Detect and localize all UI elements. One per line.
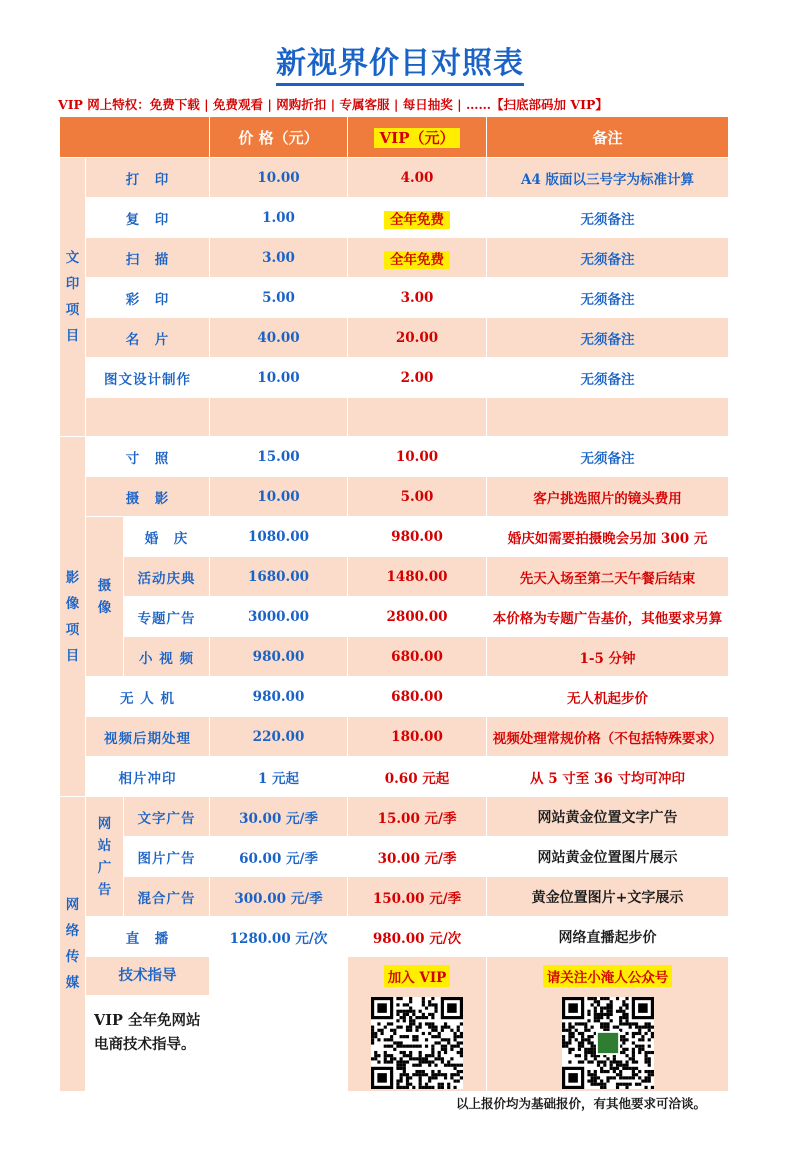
item-price: 1080.00 (210, 517, 348, 557)
item-name: 无 人 机 (86, 677, 210, 717)
table-row (60, 717, 729, 757)
header-note: 备注 (487, 117, 729, 158)
header-price: 价 格（元） (210, 117, 348, 158)
item-vip: 20.00 (348, 318, 487, 358)
tech-guide (86, 957, 210, 1092)
item-vip: 全年免费 (348, 198, 487, 238)
item-note: 网站黄金位置图片展示 (487, 837, 729, 877)
item-price: 10.00 (210, 158, 348, 198)
subcategory-shooting: 摄像 (86, 517, 124, 677)
follow-cell (487, 957, 729, 1092)
qr-code-icon[interactable] (562, 997, 654, 1089)
item-price: 10.00 (210, 477, 348, 517)
item-price: 220.00 (210, 717, 348, 757)
item-name: 婚 庆 (124, 517, 210, 557)
table-row (60, 797, 729, 837)
table-row (60, 837, 729, 877)
item-vip: 15.00 元/季 (348, 797, 487, 837)
table-row (60, 158, 729, 198)
item-name: 小 视 频 (124, 637, 210, 677)
table-row (60, 917, 729, 957)
table-row (60, 597, 729, 637)
item-name: 文字广告 (124, 797, 210, 837)
item-note: 网站黄金位置文字广告 (487, 797, 729, 837)
table-row-empty (60, 398, 729, 437)
item-price: 15.00 (210, 437, 348, 477)
item-note: 1-5 分钟 (487, 637, 729, 677)
item-price: 1680.00 (210, 557, 348, 597)
item-vip: 150.00 元/季 (348, 877, 487, 917)
join-vip-cell (348, 957, 487, 1092)
item-note: 先天入场至第二天午餐后结束 (487, 557, 729, 597)
item-note: 无须备注 (487, 238, 729, 278)
table-row (60, 637, 729, 677)
category-media: 网络传媒 (60, 797, 86, 1092)
table-row (60, 318, 729, 358)
item-name: 活动庆典 (124, 557, 210, 597)
item-price: 300.00 元/季 (210, 877, 348, 917)
item-name: 直 播 (86, 917, 210, 957)
join-vip-label: 加入 VIP (384, 965, 451, 987)
table-row (60, 517, 729, 557)
item-note: 客户挑选照片的镜头费用 (487, 477, 729, 517)
subcategory-website: 网站广告 (86, 797, 124, 917)
header-vip: VIP（元） (348, 117, 487, 158)
item-name: 寸 照 (86, 437, 210, 477)
table-row (60, 557, 729, 597)
item-name: 摄 影 (86, 477, 210, 517)
item-price: 3000.00 (210, 597, 348, 637)
item-vip: 全年免费 (348, 238, 487, 278)
table-row (60, 278, 729, 318)
item-name: 专题广告 (124, 597, 210, 637)
item-name: 名 片 (86, 318, 210, 358)
item-vip: 5.00 (348, 477, 487, 517)
table-row (60, 757, 729, 797)
item-name: 图片广告 (124, 837, 210, 877)
tech-guide-title: 技术指导 (86, 957, 209, 995)
item-price: 1280.00 元/次 (210, 917, 348, 957)
item-price: 980.00 (210, 677, 348, 717)
item-vip: 0.60 元起 (348, 757, 487, 797)
item-note: A4 版面以三号字为标准计算 (487, 158, 729, 198)
table-row (60, 198, 729, 238)
item-vip: 3.00 (348, 278, 487, 318)
item-vip: 680.00 (348, 677, 487, 717)
item-price: 1.00 (210, 198, 348, 238)
item-name: 视频后期处理 (86, 717, 210, 757)
item-name: 扫 描 (86, 238, 210, 278)
item-note: 无须备注 (487, 278, 729, 318)
item-note: 从 5 寸至 36 寸均可冲印 (487, 757, 729, 797)
item-note: 无须备注 (487, 318, 729, 358)
item-note: 视频处理常规价格（不包括特殊要求） (487, 717, 729, 757)
item-price: 10.00 (210, 358, 348, 398)
tech-guide-text: VIP 全年免网站电商技术指导。 (94, 1012, 201, 1053)
category-video: 影像项目 (60, 437, 86, 797)
item-vip: 10.00 (348, 437, 487, 477)
item-price: 30.00 元/季 (210, 797, 348, 837)
price-table (59, 116, 729, 1092)
item-price: 60.00 元/季 (210, 837, 348, 877)
item-vip: 180.00 (348, 717, 487, 757)
item-price: 40.00 (210, 318, 348, 358)
header-blank (60, 117, 210, 158)
vip-privileges: VIP 网上特权：免费下载 | 免费观看 | 网购折扣 | 专属客服 | 每日抽奖 | ……【扫底部码加 VIP】 (58, 97, 608, 112)
footer-note: 以上报价均为基础报价，有其他要求可洽谈。 (456, 1096, 707, 1111)
item-vip: 30.00 元/季 (348, 837, 487, 877)
table-row (60, 437, 729, 477)
item-name: 相片冲印 (86, 757, 210, 797)
item-name: 图文设计制作 (86, 358, 210, 398)
follow-label: 请关注小淹人公众号 (543, 965, 673, 987)
table-row-vip (60, 957, 729, 1092)
item-price: 980.00 (210, 637, 348, 677)
item-vip: 1480.00 (348, 557, 487, 597)
qr-code-icon[interactable] (371, 997, 463, 1089)
item-price: 3.00 (210, 238, 348, 278)
item-vip: 680.00 (348, 637, 487, 677)
item-vip: 4.00 (348, 158, 487, 198)
table-header (60, 117, 729, 158)
item-name: 混合广告 (124, 877, 210, 917)
item-name: 复 印 (86, 198, 210, 238)
item-note: 无须备注 (487, 437, 729, 477)
item-vip: 980.00 元/次 (348, 917, 487, 957)
item-note: 网络直播起步价 (487, 917, 729, 957)
item-vip: 2.00 (348, 358, 487, 398)
table-row (60, 877, 729, 917)
item-price: 5.00 (210, 278, 348, 318)
item-name: 彩 印 (86, 278, 210, 318)
item-note: 本价格为专题广告基价，其他要求另算 (487, 597, 729, 637)
page-title: 新视界价目对照表 (0, 38, 800, 82)
category-print: 文印项目 (60, 158, 86, 437)
item-price: 1 元起 (210, 757, 348, 797)
table-row (60, 358, 729, 398)
table-row (60, 477, 729, 517)
item-vip: 980.00 (348, 517, 487, 557)
item-note: 黄金位置图片+文字展示 (487, 877, 729, 917)
item-name: 打 印 (86, 158, 210, 198)
table-row (60, 677, 729, 717)
item-note: 无须备注 (487, 198, 729, 238)
item-note: 无须备注 (487, 358, 729, 398)
table-row (60, 238, 729, 278)
item-note: 无人机起步价 (487, 677, 729, 717)
item-vip: 2800.00 (348, 597, 487, 637)
item-note: 婚庆如需要拍摄晚会另加 300 元 (487, 517, 729, 557)
